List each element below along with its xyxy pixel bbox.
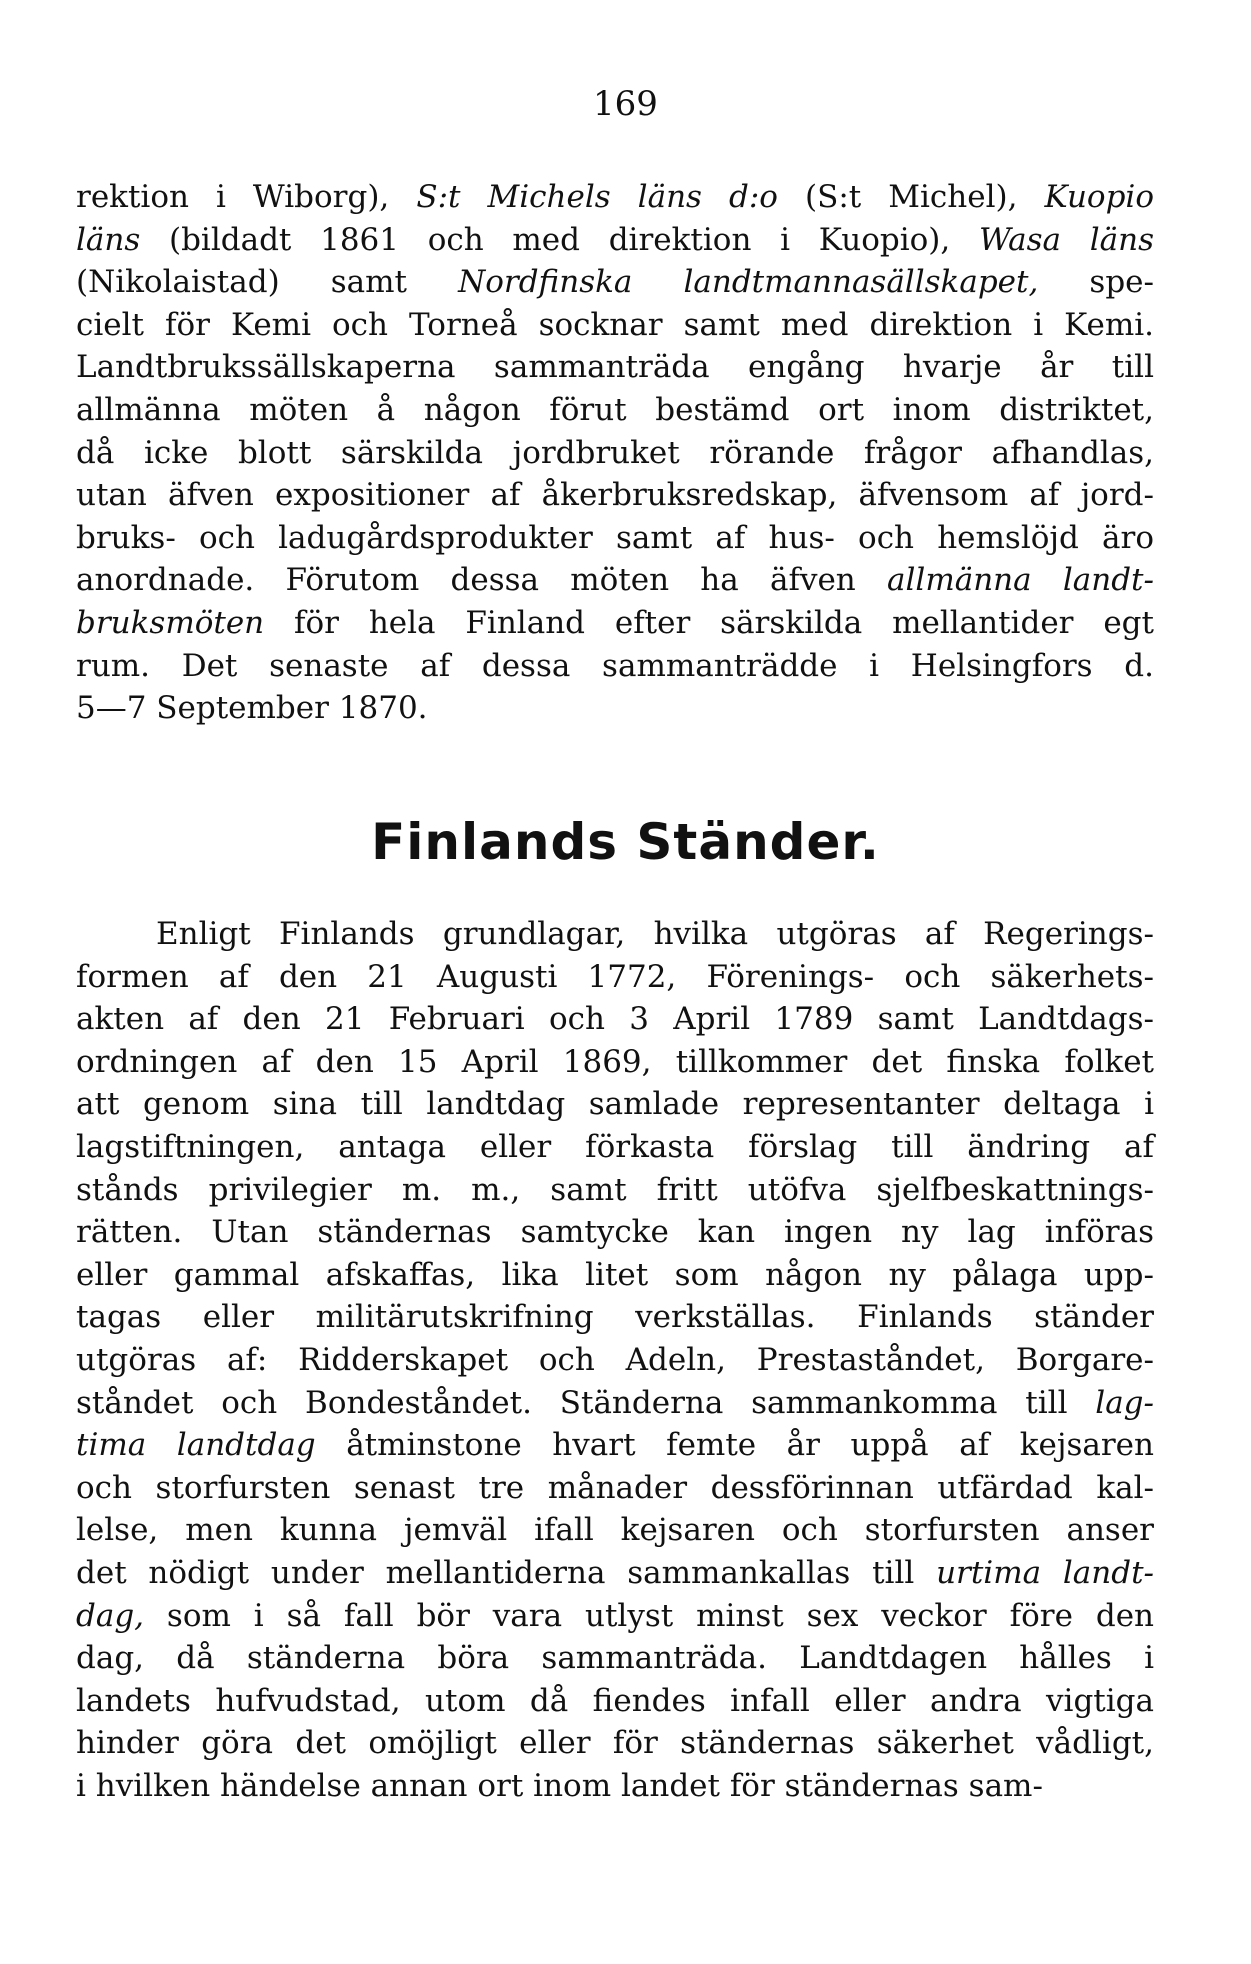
text-run: hinder göra det omöjligt eller för ständernas säkerhet vådligt,	[76, 1725, 1154, 1762]
italic-run: lag-	[1095, 1384, 1154, 1421]
text-line	[76, 1509, 1154, 1552]
italic-run: dag,	[76, 1597, 145, 1634]
italic-run: Wasa läns	[978, 221, 1154, 258]
text-run: det nödigt under mellantiderna sammankallas till	[76, 1554, 937, 1591]
text-run: åtminstone hvart femte år uppå af kejsaren	[315, 1427, 1154, 1464]
text-run: att genom sina till landtdag samlade representanter deltaga i	[76, 1086, 1154, 1123]
text-run: Enligt Finlands grundlagar, hvilka utgöras af Regerings-	[156, 916, 1154, 952]
text-line	[76, 559, 1154, 602]
text-line	[76, 304, 1154, 347]
text-run: utgöras af: Ridderskapet och Adeln, Prestaståndet, Borgare-	[76, 1341, 1154, 1378]
text-line	[76, 1467, 1154, 1510]
text-run: ordningen af den 15 April 1869, tillkommer det finska folket	[76, 1043, 1154, 1080]
text-run: för hela Finland efter särskilda mellantider egt	[264, 604, 1154, 641]
text-run: Landtbrukssällskaperna sammanträda engång hvarje år till	[76, 349, 1154, 386]
text-line	[76, 1552, 1154, 1595]
text-run: ståndet och Bondeståndet. Ständerna sammankomma till	[76, 1384, 1096, 1421]
text-line	[76, 1296, 1154, 1339]
text-run: utan äfven expositioner af åkerbruksredskap, äfvensom af jord-	[76, 477, 1154, 514]
paragraph-finlands-stander	[76, 913, 1154, 1807]
section-heading: Finlands Ständer.	[371, 813, 880, 871]
text-run: som i så fall bör vara utlyst minst sex veckor före den	[144, 1597, 1154, 1634]
text-run: lelse, men kunna jemväl ifall kejsaren och storfursten anser	[76, 1512, 1154, 1549]
italic-run: tima landtdag	[76, 1427, 316, 1464]
italic-run: allmänna landt-	[887, 562, 1154, 599]
text-line	[76, 1254, 1154, 1297]
text-line	[76, 1595, 1154, 1638]
italic-run: läns	[76, 221, 141, 258]
text-line	[76, 1083, 1154, 1126]
text-run: tagas eller militärutskrifning verkställas. Finlands ständer	[76, 1299, 1154, 1336]
italic-run: bruksmöten	[76, 604, 265, 641]
italic-run: urtima landt-	[936, 1554, 1155, 1591]
text-run: eller gammal afskaffas, lika litet som någon ny pålaga upp-	[76, 1256, 1154, 1293]
italic-run: Nordfinska landtmannasällskapet,	[458, 264, 1039, 301]
text-run: landets hufvudstad, utom då fiendes infall eller andra vigtiga	[76, 1682, 1154, 1719]
text-run: stånds privilegier m. m., samt fritt utöfva sjelfbeskattnings-	[76, 1171, 1154, 1208]
text-run: rektion i Wiborg),	[76, 179, 417, 215]
text-line	[76, 687, 1154, 730]
text-line	[76, 645, 1154, 688]
text-run: (bildadt 1861 och med direktion i Kuopio),	[140, 221, 979, 258]
text-line	[76, 1637, 1154, 1680]
page-number: 169	[593, 84, 658, 124]
text-run: och storfursten senast tre månader dessförinnan utfärdad kal-	[76, 1469, 1154, 1506]
text-line	[76, 176, 1154, 219]
text-run: formen af den 21 Augusti 1772, Förenings- och säkerhets-	[76, 958, 1154, 995]
text-line	[76, 1126, 1154, 1169]
text-line	[76, 998, 1154, 1041]
text-run: (S:t Michel),	[777, 179, 1045, 215]
text-line	[76, 1765, 1154, 1808]
text-line	[76, 1382, 1154, 1425]
paragraph-landtbrukssallskap	[76, 176, 1154, 730]
text-line	[76, 1339, 1154, 1382]
text-run: 5—7 September 1870.	[76, 690, 428, 727]
text-line	[76, 346, 1154, 389]
text-line	[76, 1211, 1154, 1254]
italic-run: S:t Michels läns d:o	[416, 179, 778, 215]
text-line	[76, 261, 1154, 304]
text-run: anordnade. Förutom dessa möten ha äfven	[76, 562, 888, 599]
text-line	[76, 432, 1154, 475]
text-run: cielt för Kemi och Torneå socknar samt med direktion i Kemi.	[76, 306, 1154, 343]
text-run: spe-	[1038, 264, 1154, 301]
text-line	[76, 1722, 1154, 1765]
text-line	[76, 913, 1154, 956]
text-line	[76, 1169, 1154, 1212]
text-run: lagstiftningen, antaga eller förkasta förslag till ändring af	[76, 1128, 1154, 1165]
text-line	[76, 602, 1154, 645]
text-line	[76, 219, 1154, 262]
text-line	[76, 1680, 1154, 1723]
text-run: (Nikolaistad) samt	[76, 264, 459, 301]
text-run: allmänna möten å någon förut bestämd ort inom distriktet,	[76, 391, 1154, 428]
text-run: akten af den 21 Februari och 3 April 1789 samt Landtdags-	[76, 1001, 1154, 1038]
text-line	[76, 1041, 1154, 1084]
text-run: i hvilken händelse annan ort inom landet för ständernas sam-	[76, 1767, 1043, 1804]
text-run: rätten. Utan ständernas samtycke kan ingen ny lag införas	[76, 1214, 1154, 1251]
text-run: dag, då ständerna böra sammanträda. Landtdagen hålles i	[76, 1640, 1154, 1677]
text-line	[76, 956, 1154, 999]
text-run: rum. Det senaste af dessa sammanträdde i Helsingfors d.	[76, 647, 1154, 684]
text-line	[76, 1424, 1154, 1467]
text-line	[76, 517, 1154, 560]
text-line	[76, 474, 1154, 517]
text-line	[76, 389, 1154, 432]
text-run: bruks- och ladugårdsprodukter samt af hus- och hemslöjd äro	[76, 519, 1154, 556]
italic-run: Kuopio	[1044, 179, 1155, 215]
text-run: då icke blott särskilda jordbruket rörande frågor afhandlas,	[76, 434, 1154, 471]
